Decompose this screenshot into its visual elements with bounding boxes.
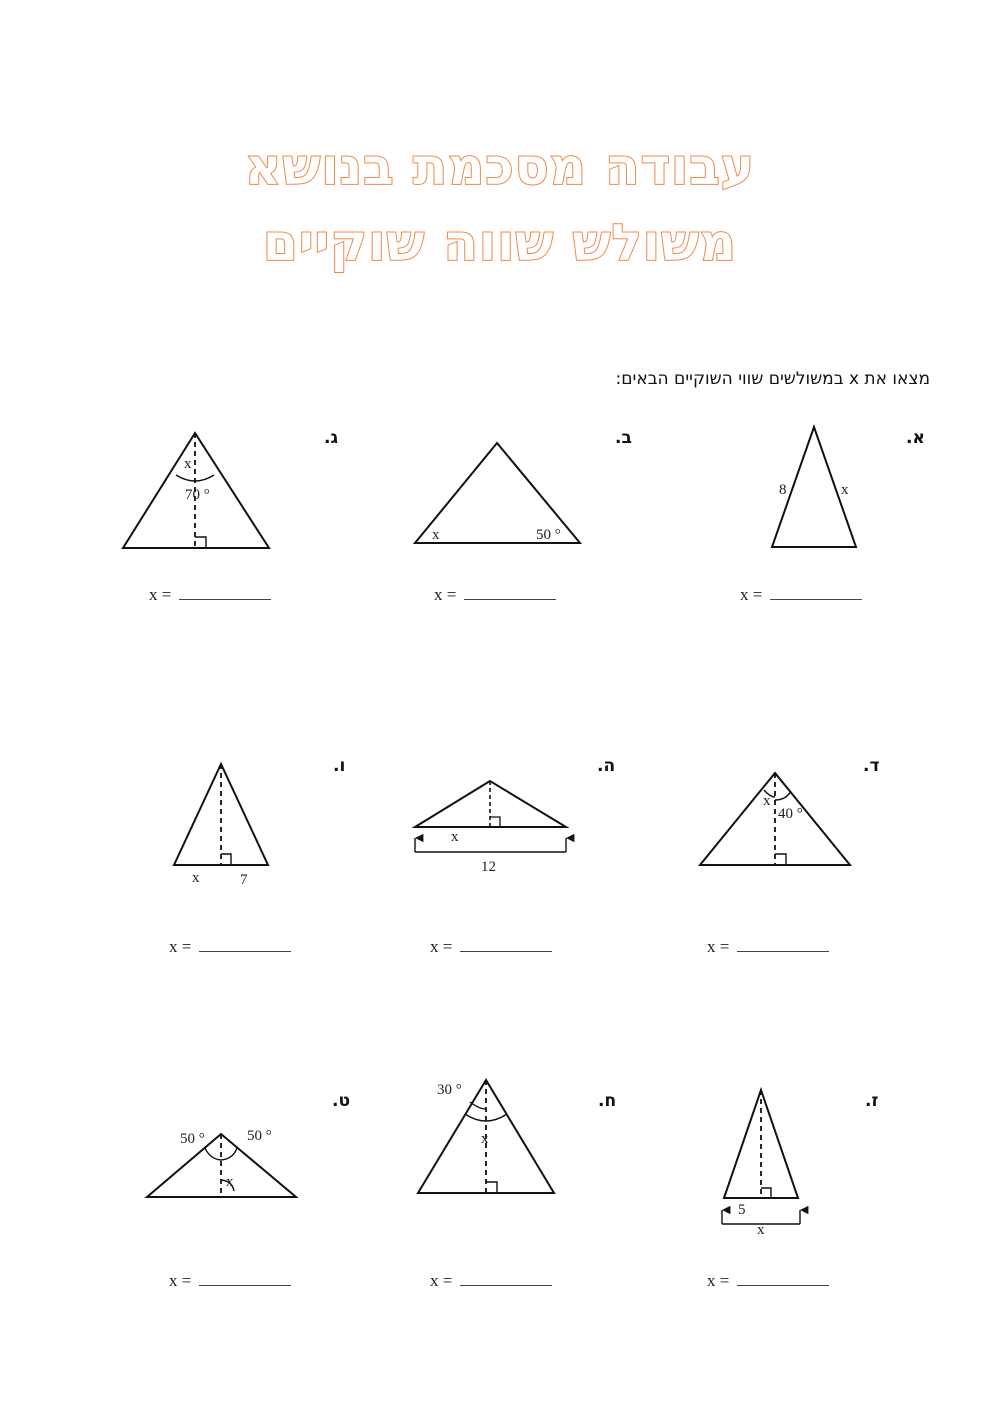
page-title-line-2: משולש שווה שוקיים <box>263 214 737 272</box>
label-z-x: x <box>757 1222 765 1238</box>
answer-prefix: x = <box>169 1271 192 1290</box>
problem-label-v: ו. <box>333 756 346 776</box>
label-z-5: 5 <box>738 1202 746 1218</box>
answer-prefix: x = <box>740 585 763 604</box>
label-b-angle-x: x <box>432 527 440 543</box>
answer-prefix: x = <box>149 585 172 604</box>
triangle-z <box>722 1090 800 1224</box>
label-t-x: x <box>226 1174 234 1190</box>
problem-label-h: ה. <box>597 756 616 776</box>
label-d-x: x <box>763 793 771 809</box>
problem-label-b: ב. <box>615 428 632 448</box>
label-d-angle-40: 40 ° <box>778 806 803 822</box>
label-v-x: x <box>192 870 200 886</box>
triangle-t <box>147 1134 296 1197</box>
label-g-angle-70: 70 ° <box>185 487 210 503</box>
problem-label-z: ז. <box>865 1091 879 1111</box>
problem-label-a: א. <box>906 428 925 448</box>
answer-prefix: x = <box>434 585 457 604</box>
answer-prefix: x = <box>430 1271 453 1290</box>
label-h-12: 12 <box>481 859 496 875</box>
label-t-angle-right: 50 ° <box>247 1128 272 1144</box>
problem-label-t: ט. <box>332 1091 351 1111</box>
problem-label-g: ג. <box>324 428 339 448</box>
answer-prefix: x = <box>707 1271 730 1290</box>
label-a-side-left: 8 <box>779 482 787 498</box>
triangle-v <box>174 764 268 865</box>
label-v-7: 7 <box>240 872 248 888</box>
label-g-x: x <box>184 456 192 472</box>
label-ch-angle-30: 30 ° <box>437 1082 462 1098</box>
problem-label-ch: ח. <box>598 1091 617 1111</box>
answer-prefix: x = <box>707 937 730 956</box>
triangle-h <box>415 781 566 852</box>
triangle-d <box>700 773 850 865</box>
answer-prefix: x = <box>430 937 453 956</box>
answer-prefix: x = <box>169 937 192 956</box>
problem-label-d: ד. <box>863 756 880 776</box>
page-title-line-1: עבודה מסכמת בנושא <box>245 138 755 196</box>
label-b-angle-50: 50 ° <box>536 527 561 543</box>
instructions: מצאו את x במשולשים שווי השוקיים הבאים: <box>615 369 930 389</box>
label-h-x: x <box>451 829 459 845</box>
label-t-angle-left: 50 ° <box>180 1131 205 1147</box>
label-a-side-right: x <box>841 482 849 498</box>
label-ch-x: x <box>481 1131 489 1147</box>
